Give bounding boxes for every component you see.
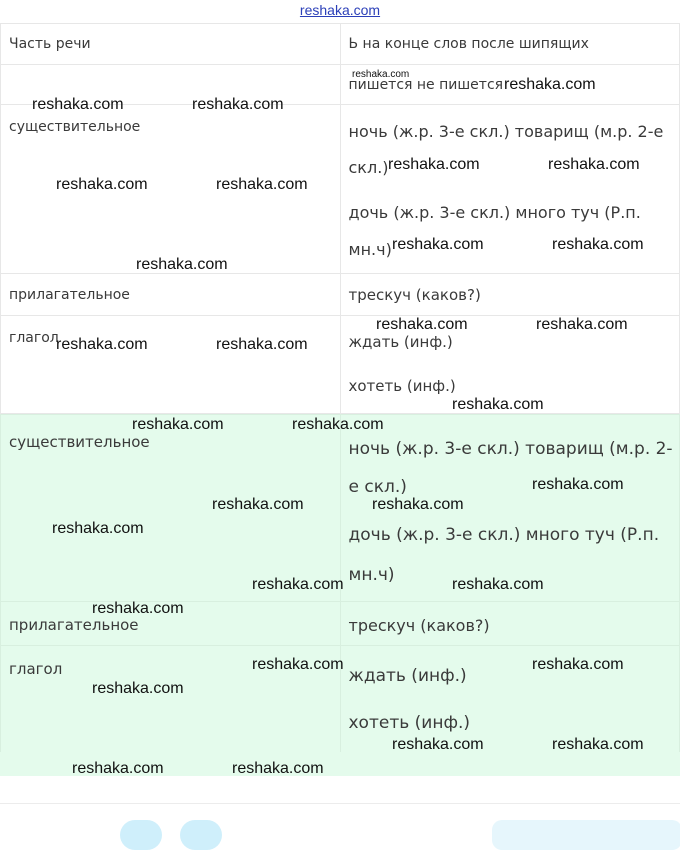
row-part-adjective: прилагательное [9,616,139,634]
example-line: трескуч (каков?) [348,616,490,635]
watermark: reshaka.com [352,69,410,80]
example-line: трескуч (каков?) [348,286,481,304]
watermark: reshaka.com [372,496,464,513]
watermark: reshaka.com [548,156,640,173]
header-label-soft-sign: Ь на конце слов после шипящих [348,36,589,52]
watermark: reshaka.com [92,680,184,697]
table-row-part [1,274,341,316]
watermark: reshaka.com [376,316,468,333]
watermark: reshaka.com [536,316,628,333]
watermark: reshaka.com [252,576,344,593]
footer-divider [0,803,680,804]
watermark: reshaka.com [216,336,308,353]
footer-pill-button[interactable] [492,820,680,850]
watermark: reshaka.com [56,176,148,193]
watermark: reshaka.com [92,600,184,617]
watermark: reshaka.com [552,236,644,253]
footer-round-button[interactable] [180,820,222,850]
header-cell-soft-sign [340,24,680,65]
example-line: мн.ч) [348,240,392,259]
subheader-label: пишется не пишется [348,77,504,93]
watermark: reshaka.com [392,236,484,253]
table-row-examples [340,602,680,646]
watermark: reshaka.com [216,176,308,193]
site-title-link[interactable]: reshaka.com [299,2,381,18]
header-cell-part-of-speech [1,24,341,65]
watermark: reshaka.com [504,76,596,93]
watermark: reshaka.com [232,760,324,777]
row-part-verb: глагол [9,660,63,678]
row-part-verb: глагол [9,330,59,346]
watermark: reshaka.com [252,656,344,673]
watermark: reshaka.com [452,396,544,413]
watermark: reshaka.com [292,416,384,433]
watermark: reshaka.com [552,736,644,753]
row-part-noun: существительное [9,433,150,451]
watermark: reshaka.com [32,96,124,113]
example-line: е скл.) [348,477,407,497]
watermark: reshaka.com [452,576,544,593]
footer-round-button[interactable] [120,820,162,850]
example-line: хотеть (инф.) [348,377,456,395]
watermark: reshaka.com [192,96,284,113]
watermark: reshaka.com [72,760,164,777]
example-line: дочь (ж.р. 3-е скл.) много туч (Р.п. [348,203,641,222]
watermark: reshaka.com [392,736,484,753]
row-part-adjective: прилагательное [9,287,130,303]
example-line: ждать (инф.) [348,333,453,351]
example-line: ночь (ж.р. 3-е скл.) товарищ (м.р. 2- [348,439,673,459]
watermark: reshaka.com [532,656,624,673]
watermark: reshaka.com [212,496,304,513]
watermark: reshaka.com [532,476,624,493]
example-line: ночь (ж.р. 3-е скл.) товарищ (м.р. 2-е [348,122,664,141]
table-row-examples [340,274,680,316]
example-line: дочь (ж.р. 3-е скл.) много туч (Р.п. [348,525,660,545]
header-label-part-of-speech: Часть речи [9,36,91,52]
watermark: reshaka.com [132,416,224,433]
watermark: reshaka.com [52,520,144,537]
example-line: мн.ч) [348,565,395,585]
watermark: reshaka.com [56,336,148,353]
watermark: reshaka.com [388,156,480,173]
table-row-part [1,316,341,414]
example-line: скл.) [348,158,389,177]
row-part-noun: существительное [9,119,141,135]
example-line: хотеть (инф.) [348,713,471,733]
example-line: ждать (инф.) [348,666,467,686]
watermark: reshaka.com [136,256,228,273]
